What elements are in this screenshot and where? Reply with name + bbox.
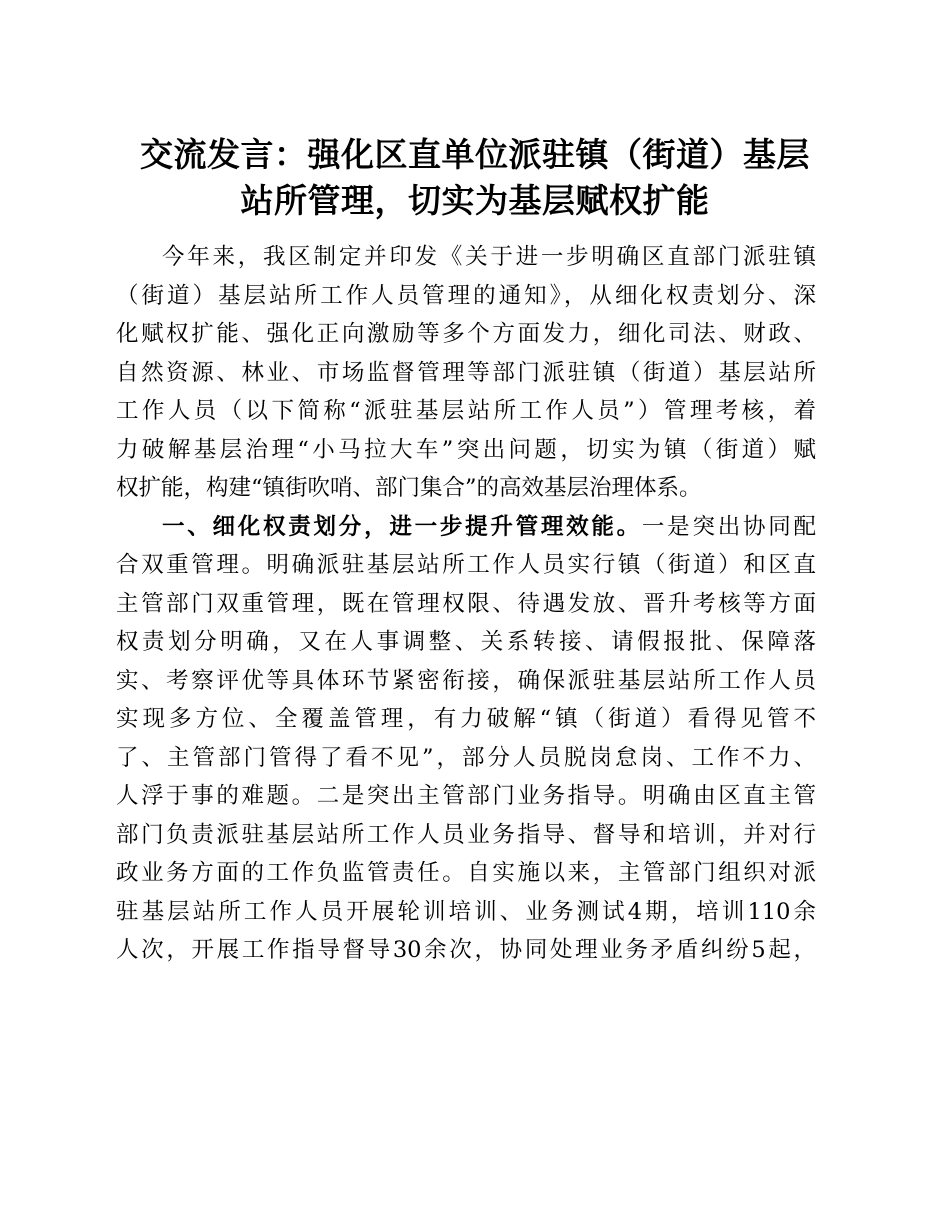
section1-line: 权责划分明确，又在人事调整、关系转接、请假报批、保障落 [116, 629, 816, 655]
section1-line: 实、考察评优等具体环节紧密衔接，确保派驻基层站所工作人员 [116, 667, 816, 694]
section1-line: 主管部门双重管理，既在管理权限、待遇发放、晋升考核等方面 [116, 590, 816, 617]
section1-line: 实现多方位、全覆盖管理，有力破解“镇（街道）看得见管不 [116, 706, 816, 732]
title-line-2: 站所管理，切实为基层赋权扩能 [240, 181, 710, 220]
document-body [116, 238, 816, 970]
section1-line: 人次，开展工作指导督导30余次，协同处理业务矛盾纠纷5起， [116, 937, 816, 963]
document-title [60, 132, 890, 224]
intro-line: 工作人员（以下简称“派驻基层站所工作人员”）管理考核，着 [116, 398, 816, 424]
section1-line: 驻基层站所工作人员开展轮训培训、业务测试4期，培训110余 [116, 898, 816, 925]
section1-line: 政业务方面的工作负监管责任。自实施以来，主管部门组织对派 [116, 860, 816, 886]
section1-first-line [116, 508, 816, 547]
intro-line: 今年来，我区制定并印发《关于进一步明确区直部门派驻镇 [162, 244, 816, 270]
section1-first-line-rest: 一是突出协同配 [641, 513, 816, 540]
section1-line: 部门负责派驻基层站所工作人员业务指导、督导和培训，并对行 [116, 821, 816, 848]
section1-line: 了、主管部门管得了看不见”，部分人员脱岗怠岗、工作不力、 [116, 744, 816, 771]
intro-line: 权扩能，构建“镇街吹哨、部门集合”的高效基层治理体系。 [116, 475, 702, 501]
intro-line: （街道）基层站所工作人员管理的通知》，从细化权责划分、深 [116, 282, 816, 309]
section1-line: 人浮于事的难题。二是突出主管部门业务指导。明确由区直主管 [116, 783, 816, 809]
section1-line: 合双重管理。明确派驻基层站所工作人员实行镇（街道）和区直 [116, 552, 816, 578]
section1-heading: 一、细化权责划分，进一步提升管理效能。 [162, 513, 642, 540]
intro-line: 力破解基层治理“小马拉大车”突出问题，切实为镇（街道）赋 [116, 436, 816, 463]
intro-line: 化赋权扩能、强化正向激励等多个方面发力，细化司法、财政、 [116, 321, 816, 347]
title-line-1: 交流发言：强化区直单位派驻镇（街道）基层 [140, 135, 810, 174]
intro-line: 自然资源、林业、市场监督管理等部门派驻镇（街道）基层站所 [116, 359, 816, 386]
